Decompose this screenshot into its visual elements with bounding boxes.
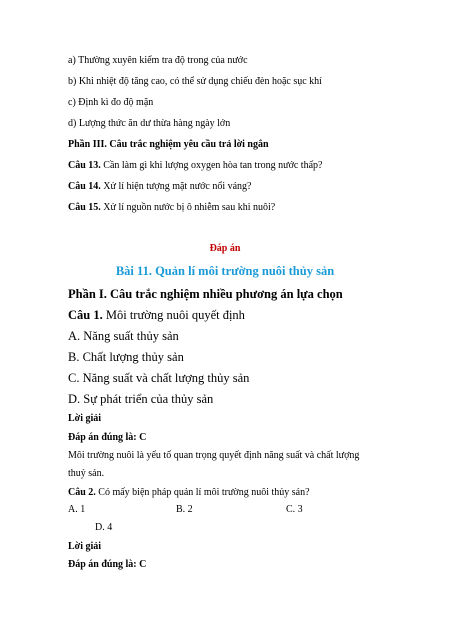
part1-heading: Phần I. Câu trắc nghiệm nhiều phương án lựa chọn: [68, 287, 343, 301]
option-a: a) Thường xuyên kiểm tra độ trong của nước: [68, 55, 248, 66]
q2-option-c: C. 3: [286, 504, 303, 515]
question-2: [68, 486, 310, 499]
option-c: c) Định kì đo độ mặn: [68, 97, 154, 108]
question-14: [68, 180, 252, 193]
question-13: [68, 159, 322, 172]
q1-explanation-line2: thuỷ sản.: [68, 468, 105, 479]
question-2-number: Câu 2.: [68, 487, 96, 498]
question-14-number: Câu 14.: [68, 181, 101, 192]
q1-solution-label: Lời giải: [68, 413, 102, 424]
q1-explanation-line1: Môi trường nuôi là yếu tố quan trọng quyết định năng suất và chất lượng: [68, 450, 360, 461]
question-15-number: Câu 15.: [68, 202, 101, 213]
q2-option-d: D. 4: [95, 522, 113, 533]
q1-option-b: B. Chất lượng thủy sản: [68, 350, 184, 364]
q2-option-a: A. 1: [68, 504, 86, 515]
q1-option-c: C. Năng suất và chất lượng thủy sản: [68, 371, 250, 385]
option-d: d) Lượng thức ăn dư thừa hàng ngày lớn: [68, 118, 231, 129]
question-13-text: Cần làm gì khi lượng oxygen hòa tan trong nước thấp?: [100, 160, 323, 171]
question-15-text: Xử lí nguồn nước bị ô nhiễm sau khi nuôi?: [100, 202, 276, 213]
question-13-number: Câu 13.: [68, 160, 101, 171]
option-b: b) Khi nhiệt độ tăng cao, có thể sử dụng chiếu đèn hoặc sục khí: [68, 76, 322, 87]
question-1-number: Câu 1.: [68, 308, 103, 322]
question-2-text: Có mấy biện pháp quản lí môi trường nuôi thủy sản?: [95, 487, 310, 498]
q2-option-b: B. 2: [176, 504, 193, 515]
question-15: [68, 201, 275, 214]
answer-label: Đáp án: [209, 243, 241, 254]
q1-option-a: A. Năng suất thủy sản: [68, 329, 179, 343]
q1-correct-answer: Đáp án đúng là: C: [68, 432, 147, 443]
question-1-text: Môi trường nuôi quyết định: [102, 308, 245, 322]
q1-option-d: D. Sự phát triển của thủy sản: [68, 392, 214, 406]
q2-correct-answer: Đáp án đúng là: C: [68, 559, 147, 570]
lesson-title: Bài 11. Quản lí môi trường nuôi thủy sản: [115, 264, 335, 278]
question-1: [68, 307, 245, 323]
part3-heading: Phần III. Câu trắc nghiệm yêu cầu trả lời ngắn: [68, 139, 269, 150]
question-14-text: Xử lí hiện tượng mặt nước nổi váng?: [100, 181, 252, 192]
q2-solution-label: Lời giải: [68, 541, 102, 552]
